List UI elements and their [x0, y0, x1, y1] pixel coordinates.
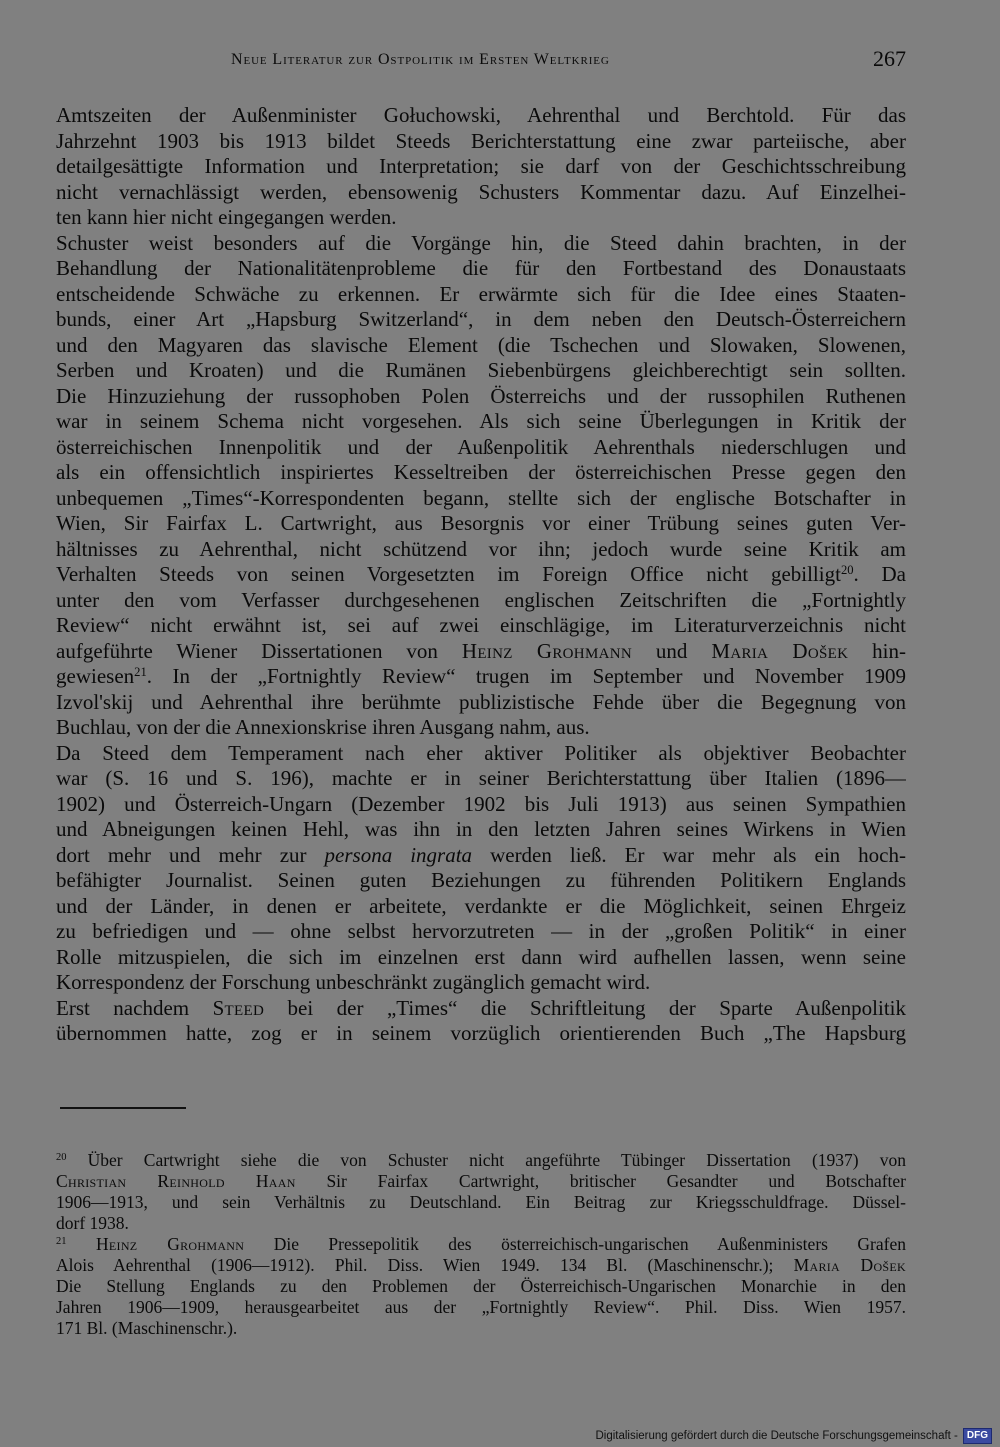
italic-phrase: persona ingrata — [324, 842, 473, 867]
text-line: befähigter Journalist. Seinen guten Beziehungen zu führenden Politikern Englands — [56, 868, 906, 892]
text-line: Korrespondenz der Forschung unbeschränkt zugänglich gemacht wird. — [56, 970, 651, 994]
text-segment: und — [631, 638, 712, 663]
footnote-line — [56, 1150, 906, 1171]
text-line: Schuster weist besonders auf die Vorgänge hin, die Steed dahin brachten, in der — [56, 230, 906, 255]
text-line: Review“ nicht erwähnt ist, sei auf zwei einschlägige, im Literaturverzeichnis nicht — [56, 613, 906, 637]
text-segment: aufgeführte Wiener Dissertationen von — [56, 638, 462, 663]
text-line: österreichischen Innenpolitik und der Außenpolitik Aehrenthals niederschlugen und — [56, 434, 906, 459]
text-line: nicht vernachlässigt werden, ebensowenig Schusters Kommentar dazu. Auf Einzelhei- — [56, 179, 906, 204]
text-line: detailgesättigte Information und Interpretation; sie darf von der Geschichtsschreibung — [56, 154, 906, 178]
page-header — [56, 46, 906, 76]
footnote-line: 1906—1913, und sein Verhältnis zu Deutschland. Ein Beitrag zur Kriegsschuldfrage. Düssel- — [56, 1192, 906, 1212]
digitization-notice — [595, 1428, 992, 1444]
digitization-text: Digitalisierung gefördert durch die Deutsche Forschungsgemeinschaft - — [595, 1430, 958, 1442]
footnote-marker: 20 — [56, 1152, 67, 1164]
text-line: 1902) und Österreich-Ungarn (Dezember 1902 bis Juli 1913) aus seinen Sympathien — [56, 791, 906, 816]
author-name: Maria Došek — [793, 1255, 906, 1275]
text-line: unter den vom Verfasser durchgesehenen englischen Zeitschriften die „Fortnightly — [56, 587, 906, 612]
text-line: und Abneigungen keinen Hehl, was ihn in den letzten Jahren seines Wirkens in Wien — [56, 817, 906, 841]
text-line: Jahrzehnt 1903 bis 1913 bildet Steeds Berichterstattung eine zwar parteiische, aber — [56, 128, 906, 153]
footnote-ref-21[interactable]: 21 — [134, 665, 147, 680]
footnote-line: dorf 1938. — [56, 1213, 129, 1233]
text-line: hältnisses zu Aehrenthal, nicht schützend vor ihn; jedoch wurde seine Kritik am — [56, 536, 906, 561]
text-line: Rolle mitzuspielen, die sich im einzelnen erst dann wird aufhellen lassen, wenn seine — [56, 944, 906, 969]
author-name: Steed — [212, 995, 265, 1020]
text-segment: Erst nachdem — [56, 995, 213, 1020]
footnote-rule — [60, 1107, 186, 1109]
text-segment: Verhalten Steeds von seinen Vorgesetzten im Foreign Office nicht gebilligt — [56, 562, 841, 586]
text-line: zu befriedigen und — ohne selbst hervorzutreten — in der „großen Politik“ in einer — [56, 919, 906, 943]
text-segment: Sir Fairfax Cartwright, britischer Gesandter und Botschafter — [295, 1171, 906, 1191]
text-segment: dort mehr und mehr zur — [56, 842, 325, 867]
footnote-line: Die Stellung Englands zu den Problemen der Österreichisch-Ungarischen Monarchie in den — [56, 1276, 906, 1296]
text-line: Amtszeiten der Außenminister Gołuchowski, Aehrenthal und Berchtold. Für das — [56, 103, 906, 127]
footnote-line — [56, 1234, 906, 1255]
text-segment: Die Pressepolitik des österreichisch-ungarischen Außenministers Grafen — [244, 1234, 906, 1254]
text-segment: Alois Aehrenthal (1906—1912). Phil. Diss. Wien 1949. 134 Bl. (Maschinenschr.); — [56, 1255, 794, 1275]
author-name: Heinz Grohmann — [95, 1234, 245, 1254]
text-line — [56, 639, 906, 665]
dfg-logo: DFG — [963, 1428, 992, 1444]
text-line: war in seinem Schema nicht vorgesehen. Als sich seine Überlegungen in Kritik der — [56, 409, 906, 433]
footnote-21 — [56, 1234, 906, 1339]
running-title: Neue Literatur zur Ostpolitik im Ersten Weltkrieg — [231, 51, 610, 68]
text-line: übernommen hatte, zog er in seinem vorzüglich orientierenden Buch „The Hapsburg — [56, 1021, 906, 1045]
text-line: Serben und Kroaten) und die Rumänen Siebenbürgens gleichberechtigt sein sollten. — [56, 358, 906, 382]
text-line: Izvol'skij und Aehrenthal ihre berühmte publizistische Fehde über die Begegnung von — [56, 689, 906, 714]
text-line: Behandlung der Nationalitätenprobleme die für den Fortbestand des Donaustaats — [56, 256, 906, 280]
text-segment: werden ließ. Er war mehr als ein hoch- — [472, 842, 906, 867]
text-segment: hin- — [848, 638, 906, 663]
text-line — [56, 996, 906, 1022]
text-line — [56, 562, 906, 588]
footnote-marker: 21 — [56, 1236, 67, 1248]
footnote-line: Jahren 1906—1909, herausgearbeitet aus der „Fortnightly Review“. Phil. Diss. Wien 1957. — [56, 1297, 906, 1317]
text-line: als ein offensichtlich inspiriertes Kesseltreiben der österreichischen Presse gegen den — [56, 460, 906, 484]
body-text — [56, 103, 906, 1047]
text-line: entscheidende Schwäche zu erkennen. Er erwärmte sich für die Idee eines Staaten- — [56, 281, 906, 306]
footnote-ref-20[interactable]: 20 — [840, 563, 854, 578]
footnotes — [56, 1150, 906, 1339]
text-segment: . Da — [853, 562, 906, 586]
page-number: 267 — [873, 46, 906, 71]
footnote-20 — [56, 1150, 906, 1234]
text-line — [56, 664, 906, 690]
text-segment: Über Cartwright siehe die von Schuster nicht angeführte Tübinger Dissertation (1937) von — [66, 1150, 906, 1170]
footnote-line: 171 Bl. (Maschinenschr.). — [56, 1318, 238, 1338]
text-line: bunds, einer Art „Hapsburg Switzerland“, in dem neben den Deutsch-Österreichern — [56, 307, 906, 331]
text-segment: . In der „Fortnightly Review“ trugen im September und November 1909 — [146, 664, 906, 688]
text-line: unbequemen „Times“-Korrespondenten begann, stellte sich der englische Botschafter in — [56, 485, 906, 510]
footnote-line — [56, 1255, 906, 1276]
author-name: Maria Došek — [711, 638, 849, 663]
author-name: Heinz Grohmann — [461, 638, 632, 663]
author-name: Christian Reinhold Haan — [56, 1171, 296, 1191]
text-line: Wien, Sir Fairfax L. Cartwright, aus Besorgnis vor einer Trübung seines guten Ver- — [56, 511, 906, 535]
text-line: Da Steed dem Temperament nach eher aktiver Politiker als objektiver Beobachter — [56, 740, 906, 765]
footnote-line — [56, 1171, 906, 1192]
text-line: war (S. 16 und S. 196), machte er in seiner Berichterstattung über Italien (1896— — [56, 766, 906, 790]
text-line: und der Länder, in denen er arbeitete, verdankte er die Möglichkeit, seinen Ehrgeiz — [56, 893, 906, 918]
text-line: und den Magyaren das slavische Element (die Tschechen und Slowaken, Slowenen, — [56, 332, 906, 357]
text-segment: bei der „Times“ die Schriftleitung der Sparte Außenpolitik — [264, 995, 906, 1020]
text-line: Buchlau, von der die Annexionskrise ihren Ausgang nahm, aus. — [56, 715, 590, 739]
text-segment: gewiesen — [56, 664, 135, 688]
text-line: Die Hinzuziehung der russophoben Polen Österreichs und der russophilen Ruthenen — [56, 383, 906, 408]
text-line — [56, 843, 906, 869]
text-line: ten kann hier nicht eingegangen werden. — [56, 205, 397, 229]
